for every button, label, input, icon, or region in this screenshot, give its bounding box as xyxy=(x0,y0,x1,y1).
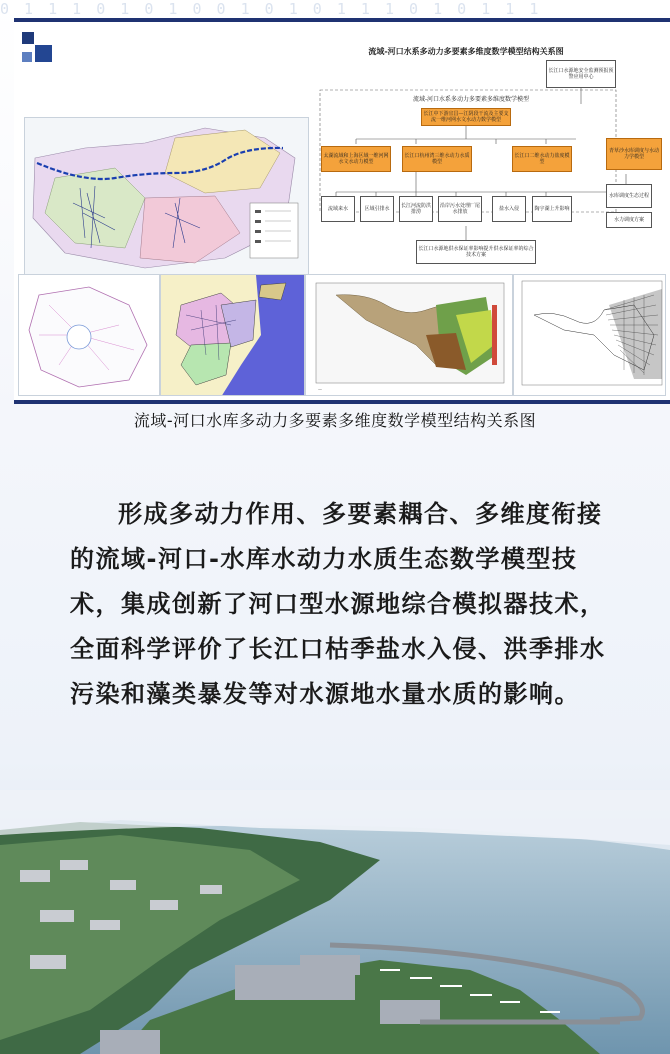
model-figure xyxy=(14,22,670,400)
structure-diagram xyxy=(316,44,670,284)
body-paragraph: 形成多动力作用、多要素耦合、多维度衔接的流域-河口-水库水动力水质生态数学模型技术，集成创新了河口型水源地综合模拟器技术，全面科学评价了长江口枯季盐水入侵、洪季排水污染和藻类暴发等对水源地水量水质的影响。 xyxy=(70,500,606,708)
corner-squares-decoration xyxy=(22,32,62,72)
diagram-right-box: 长江口二维水动力盐度模型 xyxy=(512,146,572,172)
diagram-row3-box: 长江河流防洪排涝 xyxy=(399,196,433,222)
estuary-model-plot xyxy=(305,274,513,396)
svg-text:—: — xyxy=(318,387,322,392)
reservoir-aerial-photo xyxy=(0,790,670,1054)
diagram-row3-box: 流域来水 xyxy=(321,196,355,222)
frame-bottom-line xyxy=(14,400,670,404)
diagram-row3-box: 陶宇湖上升影响 xyxy=(532,196,572,222)
diagram-main-title: 流域-河口水系多动力多要素多维度数学模型 xyxy=(412,96,530,103)
binary-decoration: 0 1 1 1 0 1 0 1 0 0 1 0 1 0 1 1 1 0 1 0 1 1 1 xyxy=(0,0,542,18)
diagram-middle-box: 长江口杭州湾三维水动力水质模型 xyxy=(402,146,472,172)
grid-mesh-plot xyxy=(513,274,666,396)
shanghai-color-map xyxy=(160,274,305,396)
diagram-far-right-box: 青草沙水库调度与水动力学模型 xyxy=(606,138,662,170)
diagram-row3-box: 水力调度方案 xyxy=(606,212,652,228)
diagram-row3-box: 水库调度生态过程 xyxy=(606,184,652,208)
diagram-title: 流域-河口水系多动力多要素多维度数学模型结构关系图 xyxy=(368,46,564,56)
diagram-row3-box: 沿岸污水处理厂尾水排放 xyxy=(438,196,482,222)
figure-caption: 流域-河口水库多动力多要素多维度数学模型结构关系图 xyxy=(133,411,537,430)
diagram-bottom-box: 长江口水源地供水保证率影响提升供水保证率的综合技术方案 xyxy=(416,240,536,264)
diagram-center-box: 长江中下游宜昌—江阴段干流及主要支流一维河网水文水动力数学模型 xyxy=(421,108,511,126)
basin-map xyxy=(24,117,309,277)
diagram-row3-box: 区域引排水 xyxy=(360,196,394,222)
shanghai-district-map xyxy=(18,274,160,396)
diagram-top-box: 长江口水源地安全监测预报预警应用中心 xyxy=(546,60,616,88)
diagram-left-box: 太湖流域和上海区域一维河网水文水动力模型 xyxy=(321,146,391,172)
diagram-row3-box: 盐水入侵 xyxy=(492,196,526,222)
